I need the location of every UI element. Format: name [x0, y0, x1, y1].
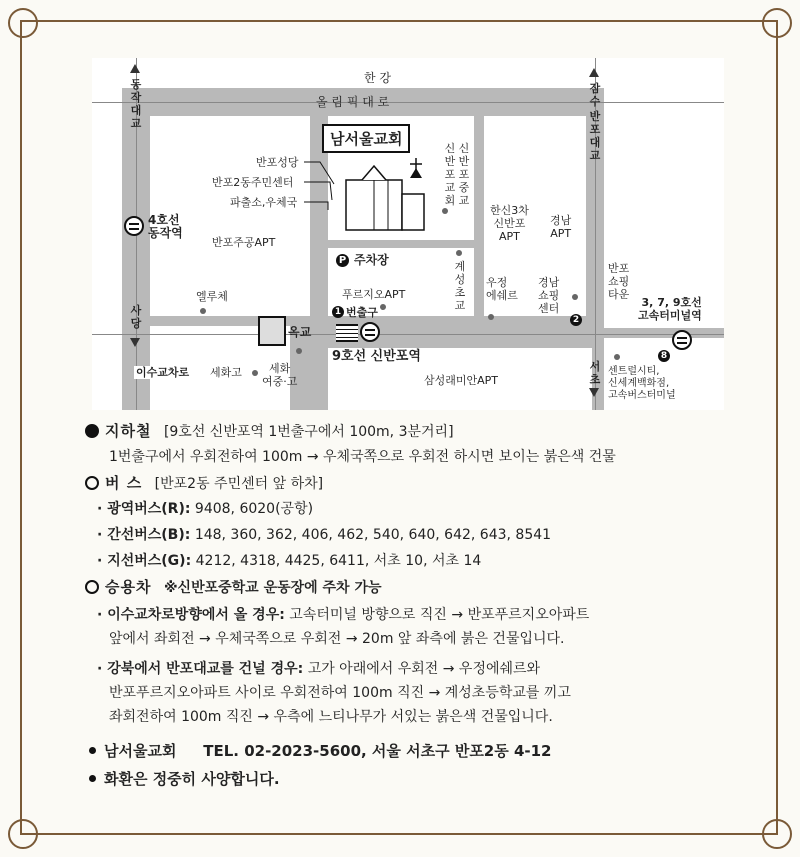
road-line	[92, 102, 724, 103]
exit-stairs-icon	[336, 324, 358, 342]
place-dot	[200, 308, 206, 314]
parking-icon: P	[336, 254, 349, 267]
notice-text: 화환은 정중히 사양합니다.	[104, 770, 280, 788]
car-heading-row	[85, 576, 382, 597]
leader-lines	[304, 154, 344, 214]
car-route2-line1: · 강북에서 반포대교를 건널 경우: 고가 아래에서 우회전 → 우정에쉐르와	[97, 661, 541, 677]
olympic-road-label: 올 림 픽 대 로	[316, 95, 390, 109]
road-line	[92, 334, 724, 335]
bullet-icon	[89, 747, 96, 754]
car-route1-line1: · 이수교차로방향에서 올 경우: 고속터미널 방향으로 직진 → 반포푸르지오아파트	[97, 607, 590, 623]
car-heading: 승용차	[105, 578, 152, 596]
corner-ornament-icon	[762, 819, 792, 849]
bus-line-branch: · 지선버스(G): 4212, 4318, 4425, 6411, 서초 10, 서초 14	[97, 553, 482, 569]
hanshin-label: 한신3차 신반포 APT	[490, 204, 529, 243]
corner-ornament-icon	[8, 8, 38, 38]
elluche-label: 엘루체	[196, 290, 228, 303]
samsung-label: 삼성래미안APT	[424, 374, 499, 387]
sehwa-high-label: 세화고	[210, 366, 242, 379]
banpo-shopping-label: 반포 쇼핑 타운	[608, 262, 630, 301]
car-route2-line3: 좌회전하여 100m 직진 → 우측에 느티나무가 서있는 붉은색 건물입니다.	[109, 709, 553, 725]
subway-heading-row	[85, 420, 454, 441]
subway-heading: 지하철	[105, 422, 152, 440]
place-dot	[614, 354, 620, 360]
place-dot	[488, 314, 494, 320]
sehwa-girls-label: 세화 여중·고	[262, 362, 298, 388]
bus-line-trunk: · 간선버스(B): 148, 360, 362, 406, 462, 540, 640, 642, 643, 8541	[97, 527, 552, 543]
prugio-label: 푸르지오APT	[342, 288, 406, 301]
banpo-jugong-label: 반포주공APT	[212, 236, 276, 249]
place-dot	[380, 304, 386, 310]
river-label: 한 강	[364, 71, 391, 85]
gyeongnam-apt-label: 경남 APT	[550, 214, 572, 240]
parking-label: 주차장	[354, 253, 389, 267]
seocho-label: 서초	[589, 360, 601, 386]
sinbanpo-middle-label: 신반포중교	[458, 142, 470, 207]
banpo-bridge-label: 반포대교	[589, 110, 601, 162]
church-building-icon	[340, 158, 432, 234]
central-city-label: 센트럴시티, 신세계백화점, 고속버스터미널	[608, 366, 676, 401]
exit-1-marker: 1	[332, 306, 344, 318]
north-arrow-icon	[130, 64, 140, 73]
bus-note: [반포2동 주민센터 앞 하차]	[154, 476, 324, 492]
left-edge-block	[92, 58, 122, 410]
south-arrow-icon	[589, 388, 599, 397]
car-route1-line2: 앞에서 좌회전 → 우체국쪽으로 우회전 → 20m 앞 좌측에 붉은 건물입니다.	[109, 631, 565, 647]
line379-station-label: 3, 7, 9호선 고속터미널역	[638, 296, 702, 322]
contact-name: 남서울교회	[104, 742, 177, 760]
subway-icon	[360, 322, 380, 342]
line4-station-label: 4호선 동작역	[148, 213, 183, 240]
banpo-catholic-label: 반포성당	[256, 156, 299, 169]
subway-note: [9호선 신반포역 1번출구에서 100m, 3분거리]	[163, 424, 454, 440]
subway-desc: 1번출구에서 우회전하여 100m → 우체국쪽으로 우회전 하시면 보이는 붉은색 건물	[109, 449, 616, 465]
ok-bridge-icon	[258, 316, 286, 346]
gyeongnam-shop-label: 경남 쇼핑 센터	[538, 276, 560, 315]
notice-row	[89, 768, 280, 789]
car-bullet-icon	[85, 580, 99, 594]
subway-bullet-icon	[85, 424, 99, 438]
police-post-label: 파출소,우체국	[230, 196, 298, 209]
bus-heading: 버 스	[105, 474, 143, 492]
location-map	[92, 58, 724, 410]
corner-ornament-icon	[762, 8, 792, 38]
exit-1-label: 번출구	[346, 306, 378, 319]
place-dot	[252, 370, 258, 376]
bus-bullet-icon	[85, 476, 99, 490]
sinbanpo-church-label: 신반포교회	[444, 142, 456, 207]
car-note: ※신반포중학교 운동장에 주차 가능	[163, 580, 382, 596]
north-arrow-icon	[589, 68, 599, 77]
contact-info: TEL. 02-2023-5600, 서울 서초구 반포2동 4-12	[203, 742, 552, 760]
car-route2-line2: 반포푸르지오아파트 사이로 우회전하여 100m 직진 → 계성초등학교를 끼고	[109, 685, 571, 701]
place-dot	[572, 294, 578, 300]
place-dot	[442, 208, 448, 214]
line9-station-label: 9호선 신반포역	[332, 349, 421, 364]
exit-8-marker: 8	[658, 350, 670, 362]
subway-icon	[124, 216, 144, 236]
south-arrow-icon	[130, 338, 140, 347]
corner-ornament-icon	[8, 819, 38, 849]
exit-2-marker: 2	[570, 314, 582, 326]
subway-icon	[672, 330, 692, 350]
banpo2-center-label: 반포2동주민센터	[212, 176, 294, 189]
sadang-label: 사당	[130, 304, 142, 330]
dongjak-bridge-label: 동작대교	[130, 78, 142, 130]
bus-line-express: · 광역버스(R): 9408, 6020(공항)	[97, 501, 314, 517]
bus-heading-row	[85, 472, 323, 493]
contact-row	[89, 740, 552, 761]
bullet-icon	[89, 775, 96, 782]
jamsu-top-label: 잠수	[589, 82, 601, 108]
isu-road-label: 이수교차로	[136, 366, 190, 379]
river-area	[92, 58, 724, 88]
place-dot	[456, 250, 462, 256]
gyeseong-label: 계성초교	[454, 260, 466, 312]
place-dot	[296, 348, 302, 354]
ok-bridge-label: 옥교	[288, 325, 312, 339]
woojung-label: 우정 에쉐르	[486, 276, 518, 302]
church-title: 남서울교회	[322, 124, 410, 153]
